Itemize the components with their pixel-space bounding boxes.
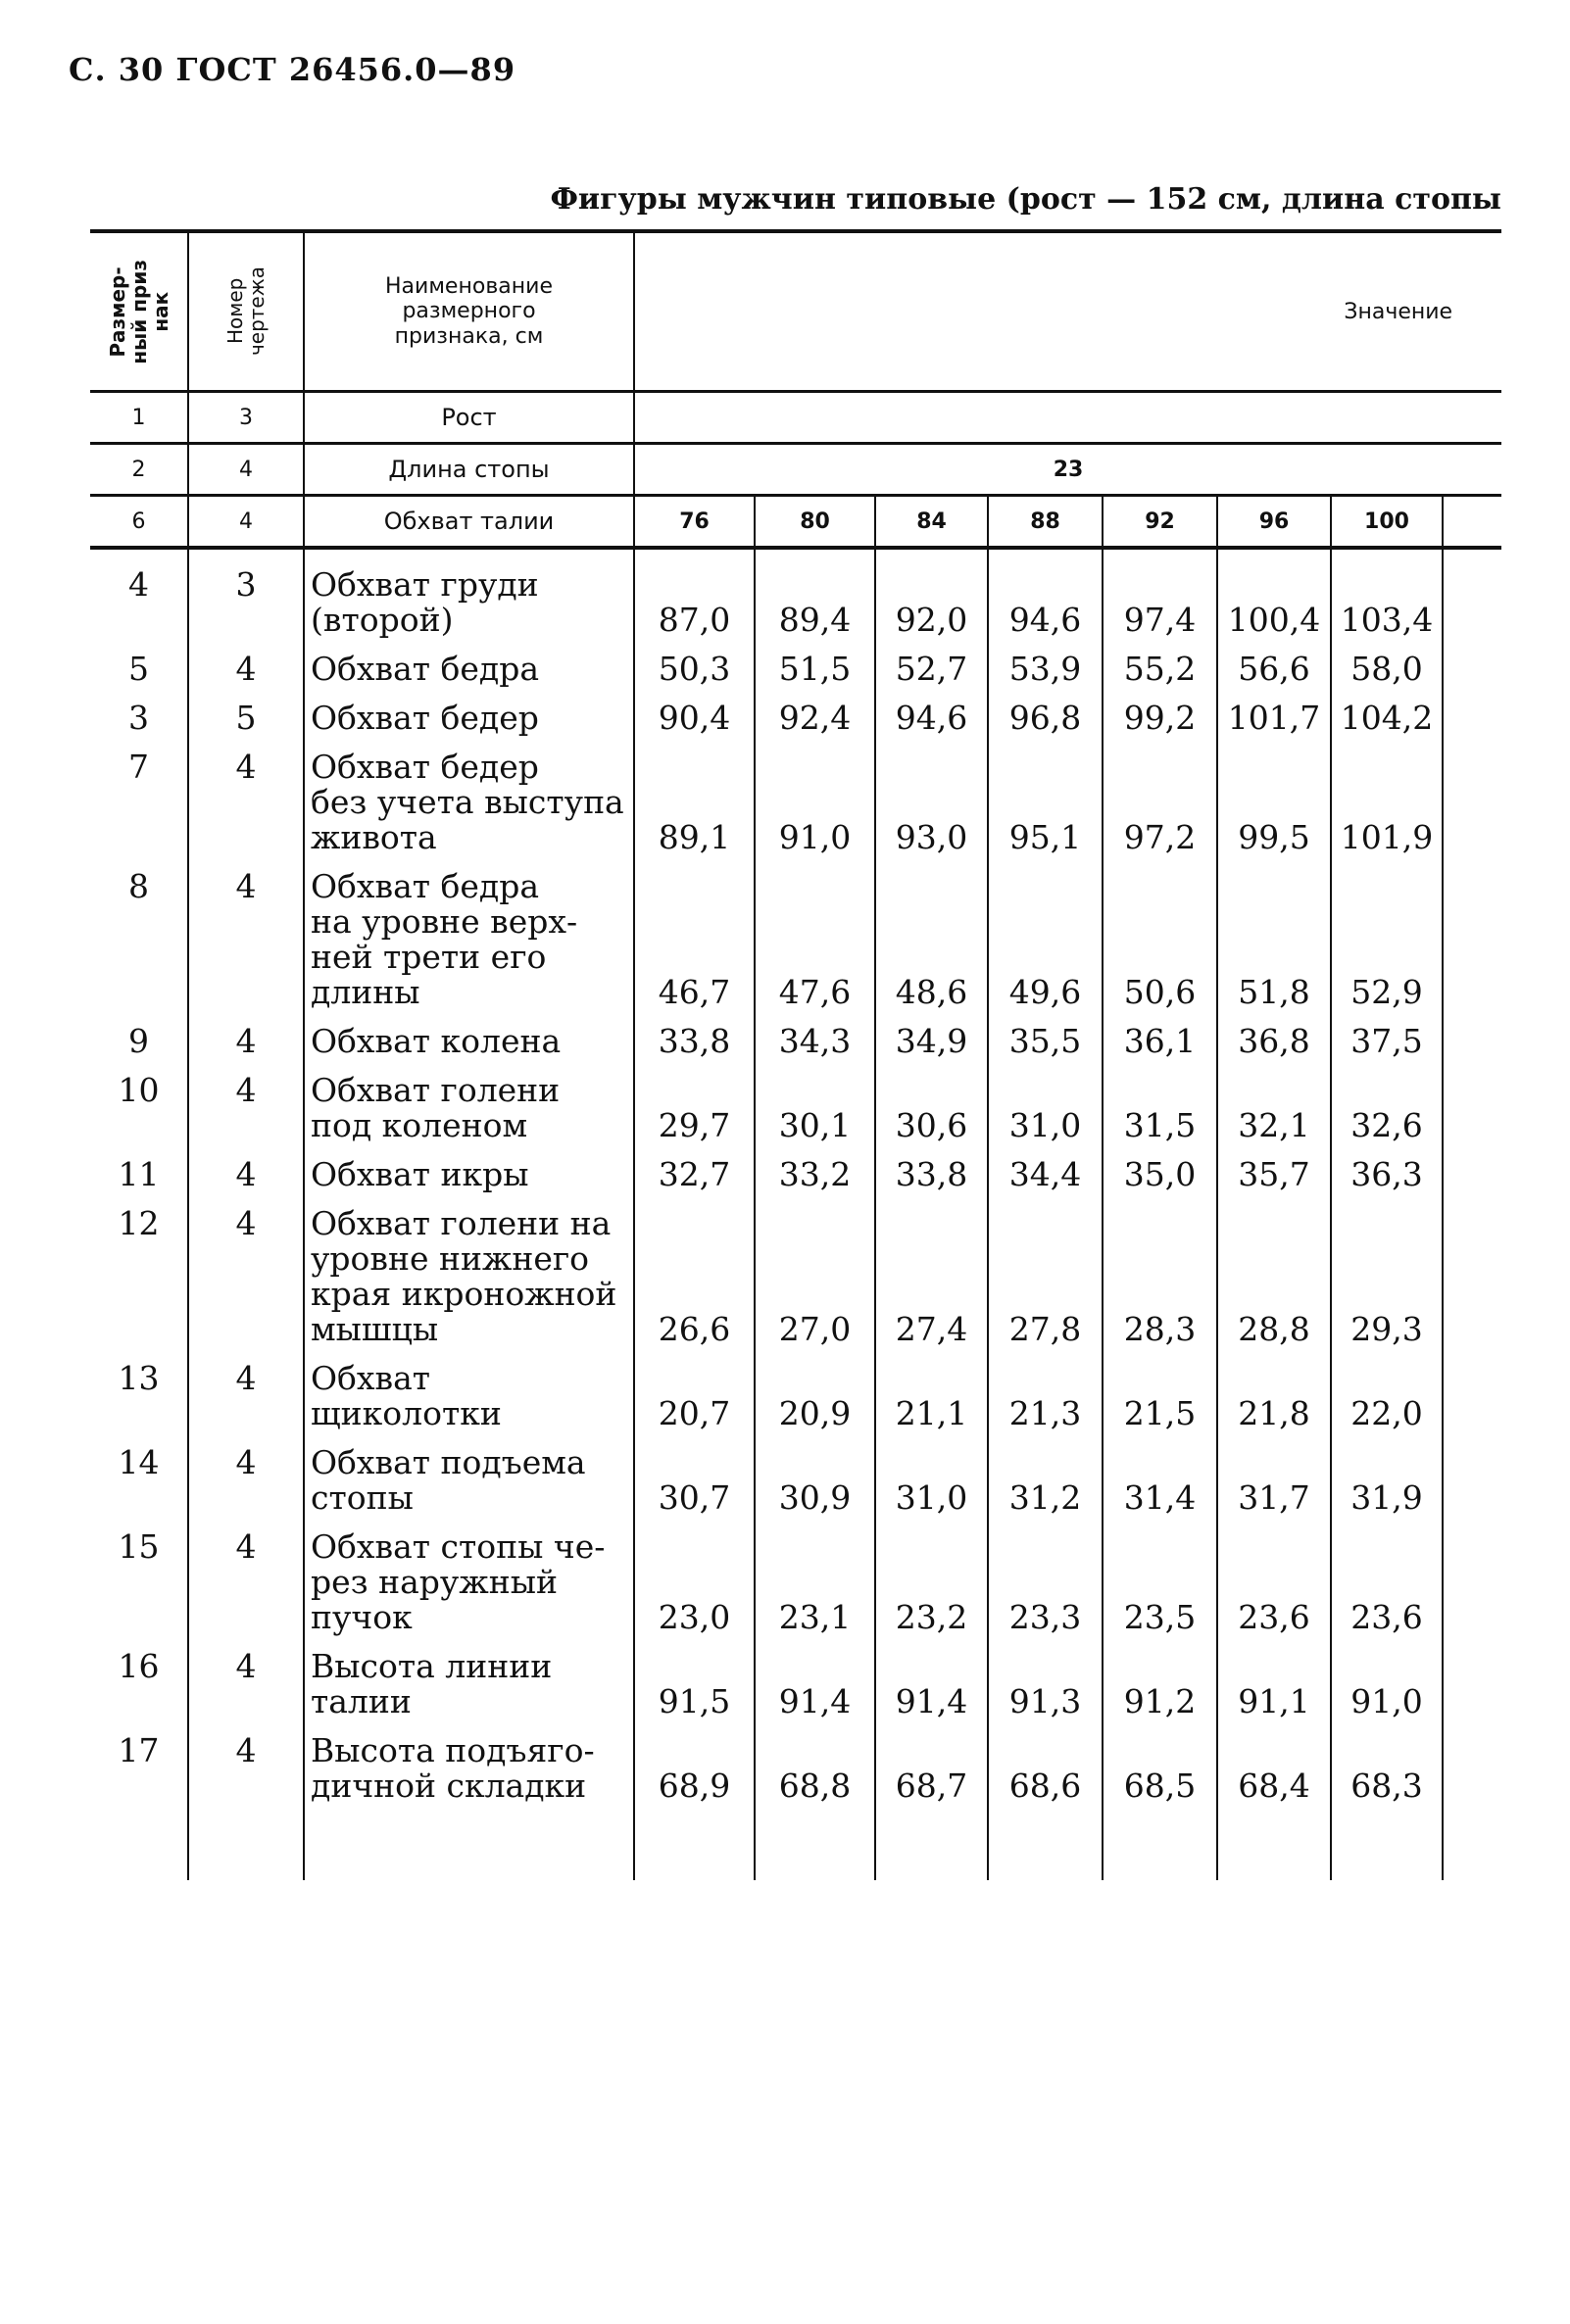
- table-row: [90, 1727, 1501, 1812]
- row-value-cell: 29,7: [634, 1067, 755, 1151]
- row-value-cell: 56,6: [1217, 646, 1331, 695]
- row-value-cell: 100,4: [1217, 561, 1331, 646]
- row-drawing-cell: 4: [188, 1439, 304, 1524]
- row-value-cell: 58,0: [1331, 646, 1443, 695]
- row-value-cell: 101,9: [1331, 744, 1443, 863]
- row-name-cell: Обхват подъема стопы: [304, 1439, 634, 1524]
- col-header-value: Значение: [634, 231, 1501, 392]
- row-drawing-cell: 3: [188, 561, 304, 646]
- row-drawing-cell: 4: [188, 646, 304, 695]
- row-name-cell: Обхват икры: [304, 1151, 634, 1200]
- row-value-cell: 30,9: [755, 1439, 875, 1524]
- col-header-idx: Размер- ный приз нак: [90, 231, 188, 392]
- table-row: [90, 1200, 1501, 1355]
- sub-row-drawing: 4: [188, 444, 304, 496]
- sub-row-idx: 2: [90, 444, 188, 496]
- row-empty-cell: [1443, 1727, 1501, 1812]
- row-empty-cell: [1443, 646, 1501, 695]
- row-idx-cell: 3: [128, 699, 149, 737]
- row-value-cell: 23,6: [1331, 1524, 1443, 1643]
- row-value-cell: 32,6: [1331, 1067, 1443, 1151]
- row-value-cell: 97,4: [1103, 561, 1217, 646]
- row-value-cell: 23,6: [1217, 1524, 1331, 1643]
- row-name-cell: Обхват бедра: [304, 646, 634, 695]
- row-empty-cell: [1443, 561, 1501, 646]
- table-row: [90, 1355, 1501, 1439]
- waist-row-idx: 6: [90, 496, 188, 549]
- row-value-cell: 92,0: [875, 561, 988, 646]
- table-title: Фигуры мужчин типовые (рост — 152 см, длина стопы: [550, 182, 1501, 217]
- row-value-cell: 21,1: [875, 1355, 988, 1439]
- row-value-cell: 96,8: [988, 695, 1103, 744]
- row-idx-cell: 12: [118, 1204, 160, 1242]
- row-drawing-cell: 5: [188, 695, 304, 744]
- row-value-cell: 36,1: [1103, 1018, 1217, 1067]
- row-idx-cell: 5: [128, 650, 149, 688]
- row-drawing-cell: 4: [188, 1727, 304, 1812]
- row-drawing-cell: 4: [188, 1200, 304, 1355]
- row-value-cell: 55,2: [1103, 646, 1217, 695]
- row-value-cell: 68,6: [988, 1727, 1103, 1812]
- row-value-cell: 91,2: [1103, 1643, 1217, 1727]
- row-idx-cell: 8: [128, 867, 149, 905]
- row-value-cell: 33,8: [875, 1151, 988, 1200]
- waist-row-drawing: 4: [188, 496, 304, 549]
- row-value-cell: 94,6: [875, 695, 988, 744]
- row-value-cell: 21,8: [1217, 1355, 1331, 1439]
- row-value-cell: 26,6: [634, 1200, 755, 1355]
- col-header-drawing: Номер чертежа: [188, 231, 304, 392]
- row-value-cell: 52,7: [875, 646, 988, 695]
- row-value-cell: 32,7: [634, 1151, 755, 1200]
- row-value-cell: 68,3: [1331, 1727, 1443, 1812]
- row-value-cell: 89,4: [755, 561, 875, 646]
- row-value-cell: 99,2: [1103, 695, 1217, 744]
- row-value-cell: 22,0: [1331, 1355, 1443, 1439]
- row-idx-cell: 15: [118, 1527, 160, 1566]
- row-value-cell: 91,1: [1217, 1643, 1331, 1727]
- row-value-cell: 31,4: [1103, 1439, 1217, 1524]
- row-value-cell: 23,3: [988, 1524, 1103, 1643]
- sub-row-name: Длина стопы: [304, 444, 634, 496]
- row-value-cell: 68,9: [634, 1727, 755, 1812]
- row-drawing-cell: 4: [188, 1355, 304, 1439]
- table-row: [90, 695, 1501, 744]
- row-value-cell: 31,7: [1217, 1439, 1331, 1524]
- row-value-cell: 30,1: [755, 1067, 875, 1151]
- row-value-cell: 51,8: [1217, 863, 1331, 1018]
- row-idx-cell: 11: [118, 1155, 160, 1193]
- row-empty-cell: [1443, 863, 1501, 1018]
- row-value-cell: 23,0: [634, 1524, 755, 1643]
- row-value-cell: 103,4: [1331, 561, 1443, 646]
- row-value-cell: 34,3: [755, 1018, 875, 1067]
- sub-row-drawing: 3: [188, 392, 304, 444]
- row-value-cell: 36,3: [1331, 1151, 1443, 1200]
- sub-row-value: [634, 392, 1501, 444]
- row-value-cell: 35,7: [1217, 1151, 1331, 1200]
- row-value-cell: 68,8: [755, 1727, 875, 1812]
- row-value-cell: 91,0: [755, 744, 875, 863]
- row-name-cell: Обхват голени под коленом: [304, 1067, 634, 1151]
- row-value-cell: 46,7: [634, 863, 755, 1018]
- row-value-cell: 53,9: [988, 646, 1103, 695]
- row-drawing-cell: 4: [188, 744, 304, 863]
- row-value-cell: 23,5: [1103, 1524, 1217, 1643]
- row-value-cell: 30,7: [634, 1439, 755, 1524]
- row-idx-cell: 14: [118, 1443, 160, 1481]
- row-value-cell: 31,2: [988, 1439, 1103, 1524]
- row-value-cell: 97,2: [1103, 744, 1217, 863]
- row-value-cell: 20,7: [634, 1355, 755, 1439]
- row-name-cell: Высота подъяго- дичной складки: [304, 1727, 634, 1812]
- row-empty-cell: [1443, 1643, 1501, 1727]
- row-value-cell: 91,0: [1331, 1643, 1443, 1727]
- table-row: [90, 1151, 1501, 1200]
- row-name-cell: Обхват стопы че- рез наружный пучок: [304, 1524, 634, 1643]
- sub-row-value: 23: [634, 444, 1501, 496]
- row-name-cell: Обхват щиколотки: [304, 1355, 634, 1439]
- row-value-cell: 51,5: [755, 646, 875, 695]
- row-value-cell: 89,1: [634, 744, 755, 863]
- row-value-cell: 33,2: [755, 1151, 875, 1200]
- waist-empty-cell: [1443, 496, 1501, 549]
- row-empty-cell: [1443, 1067, 1501, 1151]
- row-value-cell: 91,5: [634, 1643, 755, 1727]
- row-value-cell: 91,4: [755, 1643, 875, 1727]
- col-header-name: Наименование размерного признака, см: [304, 231, 634, 392]
- row-name-cell: Обхват бедра на уровне верх- ней трети его длины: [304, 863, 634, 1018]
- row-name-cell: Обхват голени на уровне нижнего края икроножной мышцы: [304, 1200, 634, 1355]
- row-drawing-cell: 4: [188, 1643, 304, 1727]
- row-empty-cell: [1443, 695, 1501, 744]
- row-empty-cell: [1443, 744, 1501, 863]
- row-value-cell: 101,7: [1217, 695, 1331, 744]
- row-value-cell: 68,5: [1103, 1727, 1217, 1812]
- row-value-cell: 35,0: [1103, 1151, 1217, 1200]
- row-idx-cell: 17: [118, 1731, 160, 1769]
- row-value-cell: 31,0: [875, 1439, 988, 1524]
- sub-row-height: [90, 392, 1501, 444]
- sub-row-foot-length: [90, 444, 1501, 496]
- waist-row: [90, 496, 1501, 549]
- row-value-cell: 92,4: [755, 695, 875, 744]
- row-empty-cell: [1443, 1151, 1501, 1200]
- page-header: С. 30 ГОСТ 26456.0—89: [69, 51, 516, 88]
- row-value-cell: 87,0: [634, 561, 755, 646]
- row-value-cell: 94,6: [988, 561, 1103, 646]
- waist-size-cell: 76: [634, 496, 755, 549]
- row-value-cell: 31,0: [988, 1067, 1103, 1151]
- table-row: [90, 1067, 1501, 1151]
- row-value-cell: 27,4: [875, 1200, 988, 1355]
- sub-row-name: Рост: [304, 392, 634, 444]
- table-row: [90, 1643, 1501, 1727]
- row-value-cell: 36,8: [1217, 1018, 1331, 1067]
- row-value-cell: 34,4: [988, 1151, 1103, 1200]
- row-empty-cell: [1443, 1439, 1501, 1524]
- row-idx-cell: 9: [128, 1022, 149, 1060]
- waist-size-cell: 84: [875, 496, 988, 549]
- row-value-cell: 91,4: [875, 1643, 988, 1727]
- row-value-cell: 34,9: [875, 1018, 988, 1067]
- row-empty-cell: [1443, 1018, 1501, 1067]
- table-row: [90, 863, 1501, 1018]
- row-name-cell: Высота линии талии: [304, 1643, 634, 1727]
- table-row: [90, 1018, 1501, 1067]
- row-value-cell: 28,3: [1103, 1200, 1217, 1355]
- table-row: [90, 1524, 1501, 1643]
- row-idx-cell: 13: [118, 1359, 160, 1397]
- measurements-table: [90, 229, 1501, 1880]
- row-value-cell: 95,1: [988, 744, 1103, 863]
- row-value-cell: 50,6: [1103, 863, 1217, 1018]
- row-value-cell: 93,0: [875, 744, 988, 863]
- row-value-cell: 99,5: [1217, 744, 1331, 863]
- row-name-cell: Обхват бедер без учета выступа живота: [304, 744, 634, 863]
- row-drawing-cell: 4: [188, 1067, 304, 1151]
- row-value-cell: 90,4: [634, 695, 755, 744]
- row-value-cell: 33,8: [634, 1018, 755, 1067]
- row-value-cell: 104,2: [1331, 695, 1443, 744]
- table-row: [90, 646, 1501, 695]
- row-drawing-cell: 4: [188, 1018, 304, 1067]
- row-empty-cell: [1443, 1200, 1501, 1355]
- row-value-cell: 29,3: [1331, 1200, 1443, 1355]
- waist-size-cell: 80: [755, 496, 875, 549]
- row-empty-cell: [1443, 1355, 1501, 1439]
- measurements-table-wrap: [90, 229, 1501, 1880]
- row-value-cell: 47,6: [755, 863, 875, 1018]
- row-value-cell: 21,3: [988, 1355, 1103, 1439]
- row-drawing-cell: 4: [188, 863, 304, 1018]
- row-value-cell: 20,9: [755, 1355, 875, 1439]
- row-value-cell: 30,6: [875, 1067, 988, 1151]
- row-value-cell: 23,2: [875, 1524, 988, 1643]
- row-value-cell: 27,0: [755, 1200, 875, 1355]
- row-drawing-cell: 4: [188, 1524, 304, 1643]
- table-row: [90, 744, 1501, 863]
- row-drawing-cell: 4: [188, 1151, 304, 1200]
- row-value-cell: 68,4: [1217, 1727, 1331, 1812]
- row-value-cell: 91,3: [988, 1643, 1103, 1727]
- waist-size-cell: 100: [1331, 496, 1443, 549]
- row-idx-cell: 4: [128, 565, 149, 604]
- table-row: [90, 561, 1501, 646]
- row-value-cell: 68,7: [875, 1727, 988, 1812]
- row-value-cell: 32,1: [1217, 1067, 1331, 1151]
- row-value-cell: 49,6: [988, 863, 1103, 1018]
- row-value-cell: 21,5: [1103, 1355, 1217, 1439]
- row-value-cell: 48,6: [875, 863, 988, 1018]
- row-value-cell: 31,5: [1103, 1067, 1217, 1151]
- row-value-cell: 37,5: [1331, 1018, 1443, 1067]
- table-body: [90, 548, 1501, 1880]
- row-value-cell: 23,1: [755, 1524, 875, 1643]
- row-value-cell: 31,9: [1331, 1439, 1443, 1524]
- waist-size-cell: 96: [1217, 496, 1331, 549]
- row-idx-cell: 16: [118, 1647, 160, 1685]
- row-value-cell: 35,5: [988, 1018, 1103, 1067]
- table-tail: [90, 1812, 1501, 1880]
- row-idx-cell: 7: [128, 748, 149, 786]
- waist-row-name: Обхват талии: [304, 496, 634, 549]
- row-name-cell: Обхват груди (второй): [304, 561, 634, 646]
- table-row: [90, 1439, 1501, 1524]
- row-value-cell: 27,8: [988, 1200, 1103, 1355]
- row-name-cell: Обхват колена: [304, 1018, 634, 1067]
- row-empty-cell: [1443, 1524, 1501, 1643]
- sub-row-idx: 1: [90, 392, 188, 444]
- row-value-cell: 52,9: [1331, 863, 1443, 1018]
- row-idx-cell: 10: [118, 1071, 160, 1109]
- waist-size-cell: 92: [1103, 496, 1217, 549]
- row-value-cell: 50,3: [634, 646, 755, 695]
- waist-size-cell: 88: [988, 496, 1103, 549]
- row-name-cell: Обхват бедер: [304, 695, 634, 744]
- row-value-cell: 28,8: [1217, 1200, 1331, 1355]
